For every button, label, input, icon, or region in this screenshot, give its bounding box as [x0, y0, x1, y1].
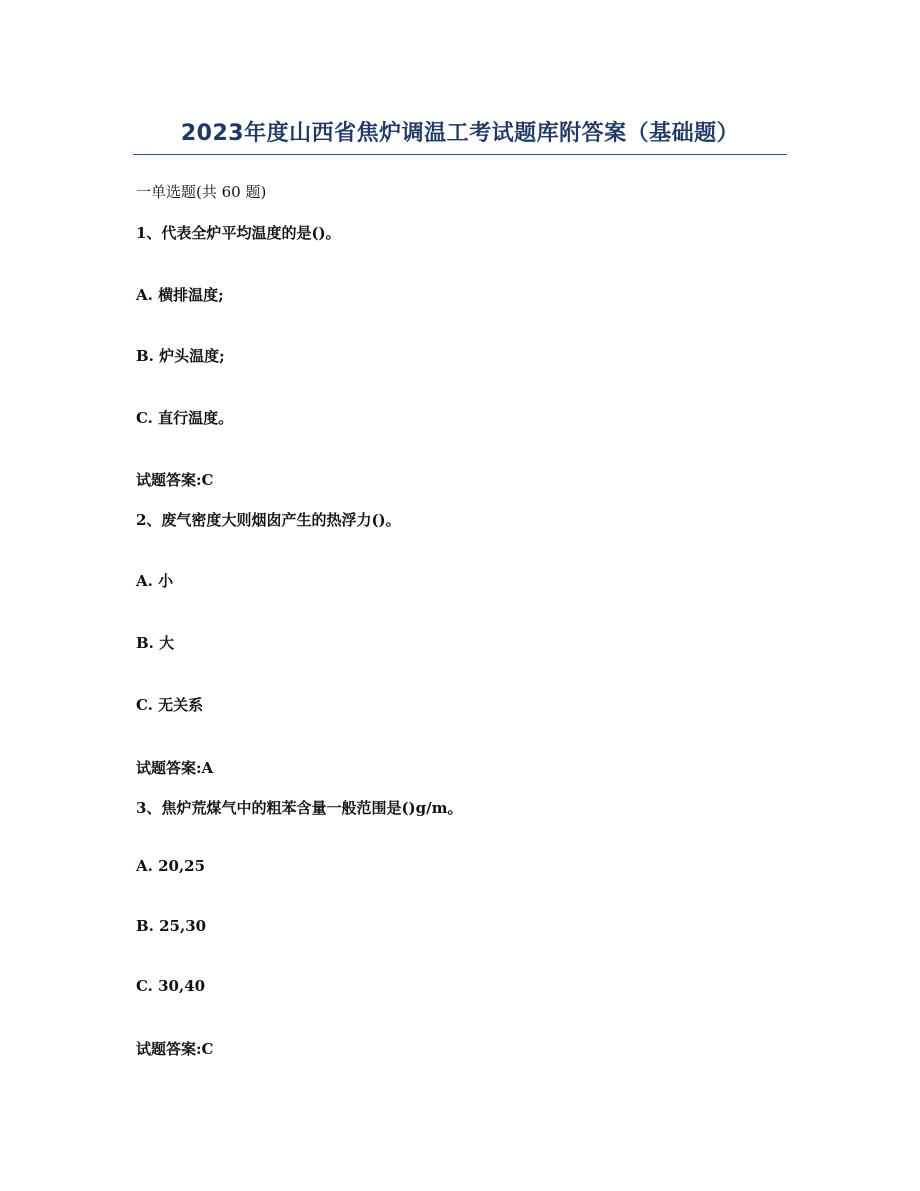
question-2: 2、废气密度大则烟囱产生的热浮力()。 — [136, 511, 401, 529]
question-3: 3、焦炉荒煤气中的粗苯含量一般范围是()g/m。 — [136, 799, 463, 817]
question-2-answer: 试题答案:A — [136, 759, 214, 777]
question-2-option-c: C. 无关系 — [136, 696, 204, 714]
question-1-option-c: C. 直行温度。 — [136, 409, 234, 427]
question-1-option-a: A. 横排温度; — [136, 286, 224, 304]
question-2-option-a: A. 小 — [136, 572, 174, 590]
title-underline — [133, 154, 787, 155]
question-3-option-c: C. 30,40 — [136, 977, 206, 995]
question-2-option-b: B. 大 — [136, 634, 175, 652]
question-3-option-b: B. 25,30 — [136, 917, 207, 935]
document-title: 2023年度山西省焦炉调温工考试题库附答案（基础题） — [180, 121, 740, 146]
question-1: 1、代表全炉平均温度的是()。 — [136, 224, 341, 242]
question-3-answer: 试题答案:C — [136, 1040, 214, 1058]
question-1-answer: 试题答案:C — [136, 471, 214, 489]
section-heading: 一单选题(共 60 题) — [136, 183, 267, 201]
question-1-option-b: B. 炉头温度; — [136, 347, 225, 365]
question-3-option-a: A. 20,25 — [136, 857, 206, 875]
